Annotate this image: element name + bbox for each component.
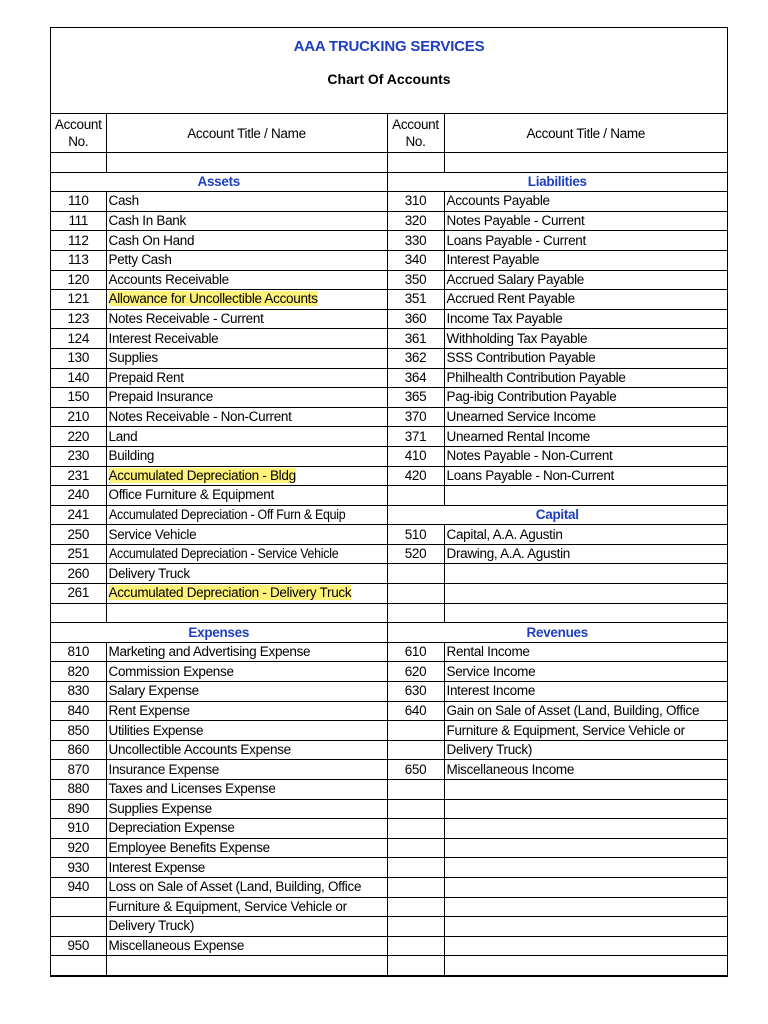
account-row	[51, 858, 727, 878]
account-number: 371	[387, 427, 444, 447]
account-name-text: Employee Benefits Expense	[108, 840, 270, 856]
account-number: 880	[51, 780, 106, 800]
account-number: 121	[51, 290, 106, 310]
account-name	[444, 446, 727, 466]
account-name-text: Notes Payable - Non-Current	[446, 448, 613, 464]
empty-cell	[106, 956, 387, 976]
account-name-text: Utilities Expense	[108, 722, 204, 738]
account-name-text: Supplies	[108, 350, 158, 366]
account-name-text: Loans Payable - Non-Current	[446, 467, 614, 483]
account-number: 360	[387, 309, 444, 329]
account-name-text: Prepaid Rent	[108, 369, 184, 385]
account-name	[106, 505, 387, 525]
account-name-text: Pag-ibig Contribution Payable	[446, 389, 617, 405]
spacer-row	[51, 603, 727, 623]
account-name-text: Interest Income	[446, 683, 536, 699]
empty-cell	[444, 819, 727, 839]
account-name	[106, 388, 387, 408]
account-no-header: Account No.	[51, 114, 106, 153]
account-name	[106, 250, 387, 270]
account-name	[106, 936, 387, 956]
account-name	[106, 486, 387, 506]
account-row	[51, 917, 727, 937]
empty-cell	[444, 897, 727, 917]
account-name	[106, 897, 387, 917]
account-number: 610	[387, 642, 444, 662]
account-number: 920	[51, 838, 106, 858]
account-row	[51, 819, 727, 839]
empty-cell	[51, 153, 106, 173]
account-name	[106, 368, 387, 388]
account-name-text: Cash In Bank	[108, 213, 186, 229]
account-number: 630	[387, 682, 444, 702]
account-number: 830	[51, 682, 106, 702]
account-number: 231	[51, 466, 106, 486]
account-name	[106, 564, 387, 584]
account-name-text: Withholding Tax Payable	[446, 330, 588, 346]
account-name	[444, 701, 727, 721]
account-name	[106, 407, 387, 427]
empty-cell	[387, 877, 444, 897]
account-name-text: Prepaid Insurance	[108, 389, 213, 405]
account-name	[106, 525, 387, 545]
account-number: 910	[51, 819, 106, 839]
accounts-table	[51, 114, 727, 976]
account-name	[444, 270, 727, 290]
account-name-text: Commission Expense	[108, 663, 234, 679]
empty-cell	[387, 564, 444, 584]
account-number: 890	[51, 799, 106, 819]
empty-cell	[444, 936, 727, 956]
section-heading-revenues: Revenues	[387, 623, 727, 643]
account-row	[51, 388, 727, 408]
account-number: 870	[51, 760, 106, 780]
account-name	[444, 290, 727, 310]
account-number: 860	[51, 740, 106, 760]
account-name	[106, 642, 387, 662]
account-number: 950	[51, 936, 106, 956]
empty-cell	[387, 153, 444, 173]
account-name	[444, 544, 727, 564]
account-name	[106, 662, 387, 682]
account-number: 351	[387, 290, 444, 310]
account-name-text: Notes Receivable - Non-Current	[108, 409, 292, 425]
account-name	[444, 466, 727, 486]
account-number: 840	[51, 701, 106, 721]
account-name-text: Miscellaneous Expense	[108, 938, 245, 954]
account-name	[106, 819, 387, 839]
section-heading-liabilities: Liabilities	[387, 172, 727, 192]
account-number: 370	[387, 407, 444, 427]
account-number: 230	[51, 446, 106, 466]
account-row	[51, 838, 727, 858]
account-name-text: Interest Payable	[446, 252, 540, 268]
account-number: 261	[51, 584, 106, 604]
account-name-text: Accumulated Depreciation - Service Vehicle	[108, 546, 338, 562]
account-name	[106, 682, 387, 702]
account-number: 340	[387, 250, 444, 270]
account-name	[444, 642, 727, 662]
account-name-text: Furniture & Equipment, Service Vehicle or	[446, 722, 685, 738]
account-name	[444, 682, 727, 702]
account-number: 361	[387, 329, 444, 349]
account-name	[444, 192, 727, 212]
account-row	[51, 682, 727, 702]
empty-cell	[444, 780, 727, 800]
account-name-text: Unearned Rental Income	[446, 428, 590, 444]
account-name-text: Service Income	[446, 663, 536, 679]
empty-cell	[387, 936, 444, 956]
account-row	[51, 270, 727, 290]
account-name	[106, 858, 387, 878]
account-name	[106, 309, 387, 329]
account-name	[444, 348, 727, 368]
empty-cell	[387, 956, 444, 976]
account-row	[51, 760, 727, 780]
section-heading-capital: Capital	[387, 505, 727, 525]
account-name-text: Cash	[108, 193, 139, 209]
account-name-text: Miscellaneous Income	[446, 761, 575, 777]
account-title-header: Account Title / Name	[444, 114, 727, 153]
account-number: 620	[387, 662, 444, 682]
account-name-text: Allowance for Uncollectible Accounts	[108, 291, 318, 307]
account-name	[444, 740, 727, 760]
account-number	[387, 721, 444, 741]
account-name-text: Unearned Service Income	[446, 409, 596, 425]
account-name-text: Service Vehicle	[108, 526, 197, 542]
account-name	[106, 877, 387, 897]
account-row	[51, 780, 727, 800]
empty-cell	[387, 819, 444, 839]
empty-cell	[444, 956, 727, 976]
account-number: 420	[387, 466, 444, 486]
account-name	[106, 270, 387, 290]
account-name-text: Salary Expense	[108, 683, 199, 699]
account-name	[444, 662, 727, 682]
account-row	[51, 486, 727, 506]
account-number: 251	[51, 544, 106, 564]
account-name-text: Rent Expense	[108, 702, 190, 718]
account-row	[51, 329, 727, 349]
empty-cell	[387, 799, 444, 819]
account-name	[106, 544, 387, 564]
account-name	[106, 799, 387, 819]
account-row	[51, 740, 727, 760]
empty-cell	[106, 153, 387, 173]
account-number: 120	[51, 270, 106, 290]
account-no-header: Account No.	[387, 114, 444, 153]
account-row	[51, 211, 727, 231]
account-name	[106, 231, 387, 251]
spacer-row	[51, 956, 727, 976]
account-row	[51, 290, 727, 310]
empty-cell	[444, 877, 727, 897]
account-name-text: Delivery Truck)	[108, 918, 195, 934]
section-heading-assets: Assets	[51, 172, 387, 192]
account-number	[387, 740, 444, 760]
account-name	[444, 250, 727, 270]
empty-cell	[387, 584, 444, 604]
account-name-text: Delivery Truck	[108, 565, 190, 581]
account-name-text: Accumulated Depreciation - Bldg	[108, 467, 296, 483]
account-name-text: Accumulated Depreciation - Off Furn & Equip	[108, 506, 345, 522]
account-name-text: Building	[108, 448, 155, 464]
account-name-text: Accrued Salary Payable	[446, 271, 584, 287]
company-title: AAA TRUCKING SERVICES	[293, 38, 485, 55]
account-name-text: SSS Contribution Payable	[446, 350, 596, 366]
account-title-header: Account Title / Name	[106, 114, 387, 153]
account-number	[51, 897, 106, 917]
account-name	[106, 192, 387, 212]
account-name-text: Loans Payable - Current	[446, 232, 586, 248]
account-name	[106, 740, 387, 760]
account-number: 113	[51, 250, 106, 270]
section-heading-row	[51, 623, 727, 643]
empty-cell	[444, 838, 727, 858]
account-name-text: Taxes and Licenses Expense	[108, 781, 276, 797]
account-row	[51, 544, 727, 564]
account-number: 310	[387, 192, 444, 212]
account-name-text: Gain on Sale of Asset (Land, Building, Office	[446, 702, 700, 718]
account-number: 365	[387, 388, 444, 408]
account-row	[51, 505, 727, 525]
account-row	[51, 525, 727, 545]
account-row	[51, 584, 727, 604]
document-header	[51, 28, 727, 114]
account-number: 130	[51, 348, 106, 368]
empty-cell	[444, 584, 727, 604]
empty-cell	[444, 564, 727, 584]
account-name-text: Depreciation Expense	[108, 820, 235, 836]
account-number: 123	[51, 309, 106, 329]
account-row	[51, 564, 727, 584]
account-number: 124	[51, 329, 106, 349]
empty-cell	[387, 780, 444, 800]
account-name	[444, 407, 727, 427]
account-row	[51, 446, 727, 466]
empty-cell	[387, 897, 444, 917]
empty-cell	[387, 917, 444, 937]
account-name	[444, 211, 727, 231]
account-row	[51, 348, 727, 368]
account-name-text: Notes Payable - Current	[446, 213, 585, 229]
empty-cell	[444, 153, 727, 173]
account-name	[106, 584, 387, 604]
account-number: 111	[51, 211, 106, 231]
empty-cell	[51, 603, 106, 623]
account-name	[106, 721, 387, 741]
account-name-text: Supplies Expense	[108, 800, 212, 816]
account-number: 650	[387, 760, 444, 780]
account-name-text: Furniture & Equipment, Service Vehicle or	[108, 898, 347, 914]
account-name-text: Cash On Hand	[108, 232, 195, 248]
account-number: 150	[51, 388, 106, 408]
account-number: 140	[51, 368, 106, 388]
account-name-text: Accrued Rent Payable	[446, 291, 575, 307]
account-number: 940	[51, 877, 106, 897]
account-name	[106, 290, 387, 310]
account-number: 810	[51, 642, 106, 662]
account-number: 820	[51, 662, 106, 682]
account-number: 330	[387, 231, 444, 251]
section-heading-expenses: Expenses	[51, 623, 387, 643]
account-number: 210	[51, 407, 106, 427]
empty-cell	[444, 917, 727, 937]
account-name	[444, 388, 727, 408]
account-name-text: Drawing, A.A. Agustin	[446, 546, 571, 562]
empty-cell	[106, 603, 387, 623]
account-name-text: Rental Income	[446, 644, 530, 660]
account-name	[106, 211, 387, 231]
account-number: 520	[387, 544, 444, 564]
account-row	[51, 936, 727, 956]
account-number: 410	[387, 446, 444, 466]
account-row	[51, 192, 727, 212]
account-name	[106, 780, 387, 800]
account-name	[106, 701, 387, 721]
column-header-row	[51, 114, 727, 153]
account-row	[51, 877, 727, 897]
empty-cell	[387, 603, 444, 623]
account-name	[444, 427, 727, 447]
account-row	[51, 799, 727, 819]
account-number: 110	[51, 192, 106, 212]
account-name-text: Land	[108, 428, 138, 444]
account-name-text: Accounts Receivable	[108, 271, 229, 287]
account-number: 220	[51, 427, 106, 447]
account-number	[51, 917, 106, 937]
account-number: 362	[387, 348, 444, 368]
empty-cell	[387, 838, 444, 858]
account-row	[51, 897, 727, 917]
section-heading-row	[51, 172, 727, 192]
empty-cell	[444, 858, 727, 878]
account-number: 364	[387, 368, 444, 388]
account-name	[106, 466, 387, 486]
account-number: 320	[387, 211, 444, 231]
account-number: 241	[51, 505, 106, 525]
account-name	[106, 917, 387, 937]
account-name	[444, 309, 727, 329]
account-name-text: Interest Expense	[108, 859, 206, 875]
account-number: 240	[51, 486, 106, 506]
account-name-text: Interest Receivable	[108, 330, 219, 346]
account-number: 350	[387, 270, 444, 290]
empty-cell	[444, 799, 727, 819]
account-number: 250	[51, 525, 106, 545]
account-name	[106, 427, 387, 447]
account-name-text: Marketing and Advertising Expense	[108, 644, 311, 660]
empty-cell	[444, 603, 727, 623]
account-number: 260	[51, 564, 106, 584]
account-name	[444, 231, 727, 251]
account-name-text: Capital, A.A. Agustin	[446, 526, 563, 542]
account-name-text: Petty Cash	[108, 252, 172, 268]
account-number: 112	[51, 231, 106, 251]
account-name-text: Uncollectible Accounts Expense	[108, 742, 291, 758]
account-number: 930	[51, 858, 106, 878]
account-name	[106, 329, 387, 349]
account-row	[51, 662, 727, 682]
account-number: 640	[387, 701, 444, 721]
empty-cell	[387, 486, 444, 506]
account-row	[51, 231, 727, 251]
account-number: 850	[51, 721, 106, 741]
document-subtitle: Chart Of Accounts	[327, 71, 451, 87]
account-row	[51, 427, 727, 447]
account-name-text: Accumulated Depreciation - Delivery Truck	[108, 585, 352, 601]
account-name-text: Delivery Truck)	[446, 742, 533, 758]
account-row	[51, 642, 727, 662]
account-name	[106, 446, 387, 466]
account-name-text: Notes Receivable - Current	[108, 311, 264, 327]
account-name-text: Loss on Sale of Asset (Land, Building, Office	[108, 879, 362, 895]
account-row	[51, 466, 727, 486]
account-name	[106, 760, 387, 780]
empty-cell	[387, 858, 444, 878]
account-row	[51, 701, 727, 721]
account-name-text: Philhealth Contribution Payable	[446, 369, 626, 385]
spacer-row	[51, 153, 727, 173]
chart-of-accounts-document	[50, 27, 728, 977]
account-name	[444, 329, 727, 349]
account-name	[106, 348, 387, 368]
account-row	[51, 250, 727, 270]
account-row	[51, 368, 727, 388]
account-row	[51, 721, 727, 741]
account-row	[51, 407, 727, 427]
account-name-text: Office Furniture & Equipment	[108, 487, 274, 503]
account-name	[444, 721, 727, 741]
account-name-text: Accounts Payable	[446, 193, 550, 209]
account-row	[51, 309, 727, 329]
empty-cell	[444, 486, 727, 506]
account-name-text: Insurance Expense	[108, 761, 219, 777]
account-name	[444, 760, 727, 780]
account-name-text: Income Tax Payable	[446, 311, 563, 327]
account-name	[444, 525, 727, 545]
account-name	[444, 368, 727, 388]
account-number: 510	[387, 525, 444, 545]
empty-cell	[51, 956, 106, 976]
account-name	[106, 838, 387, 858]
